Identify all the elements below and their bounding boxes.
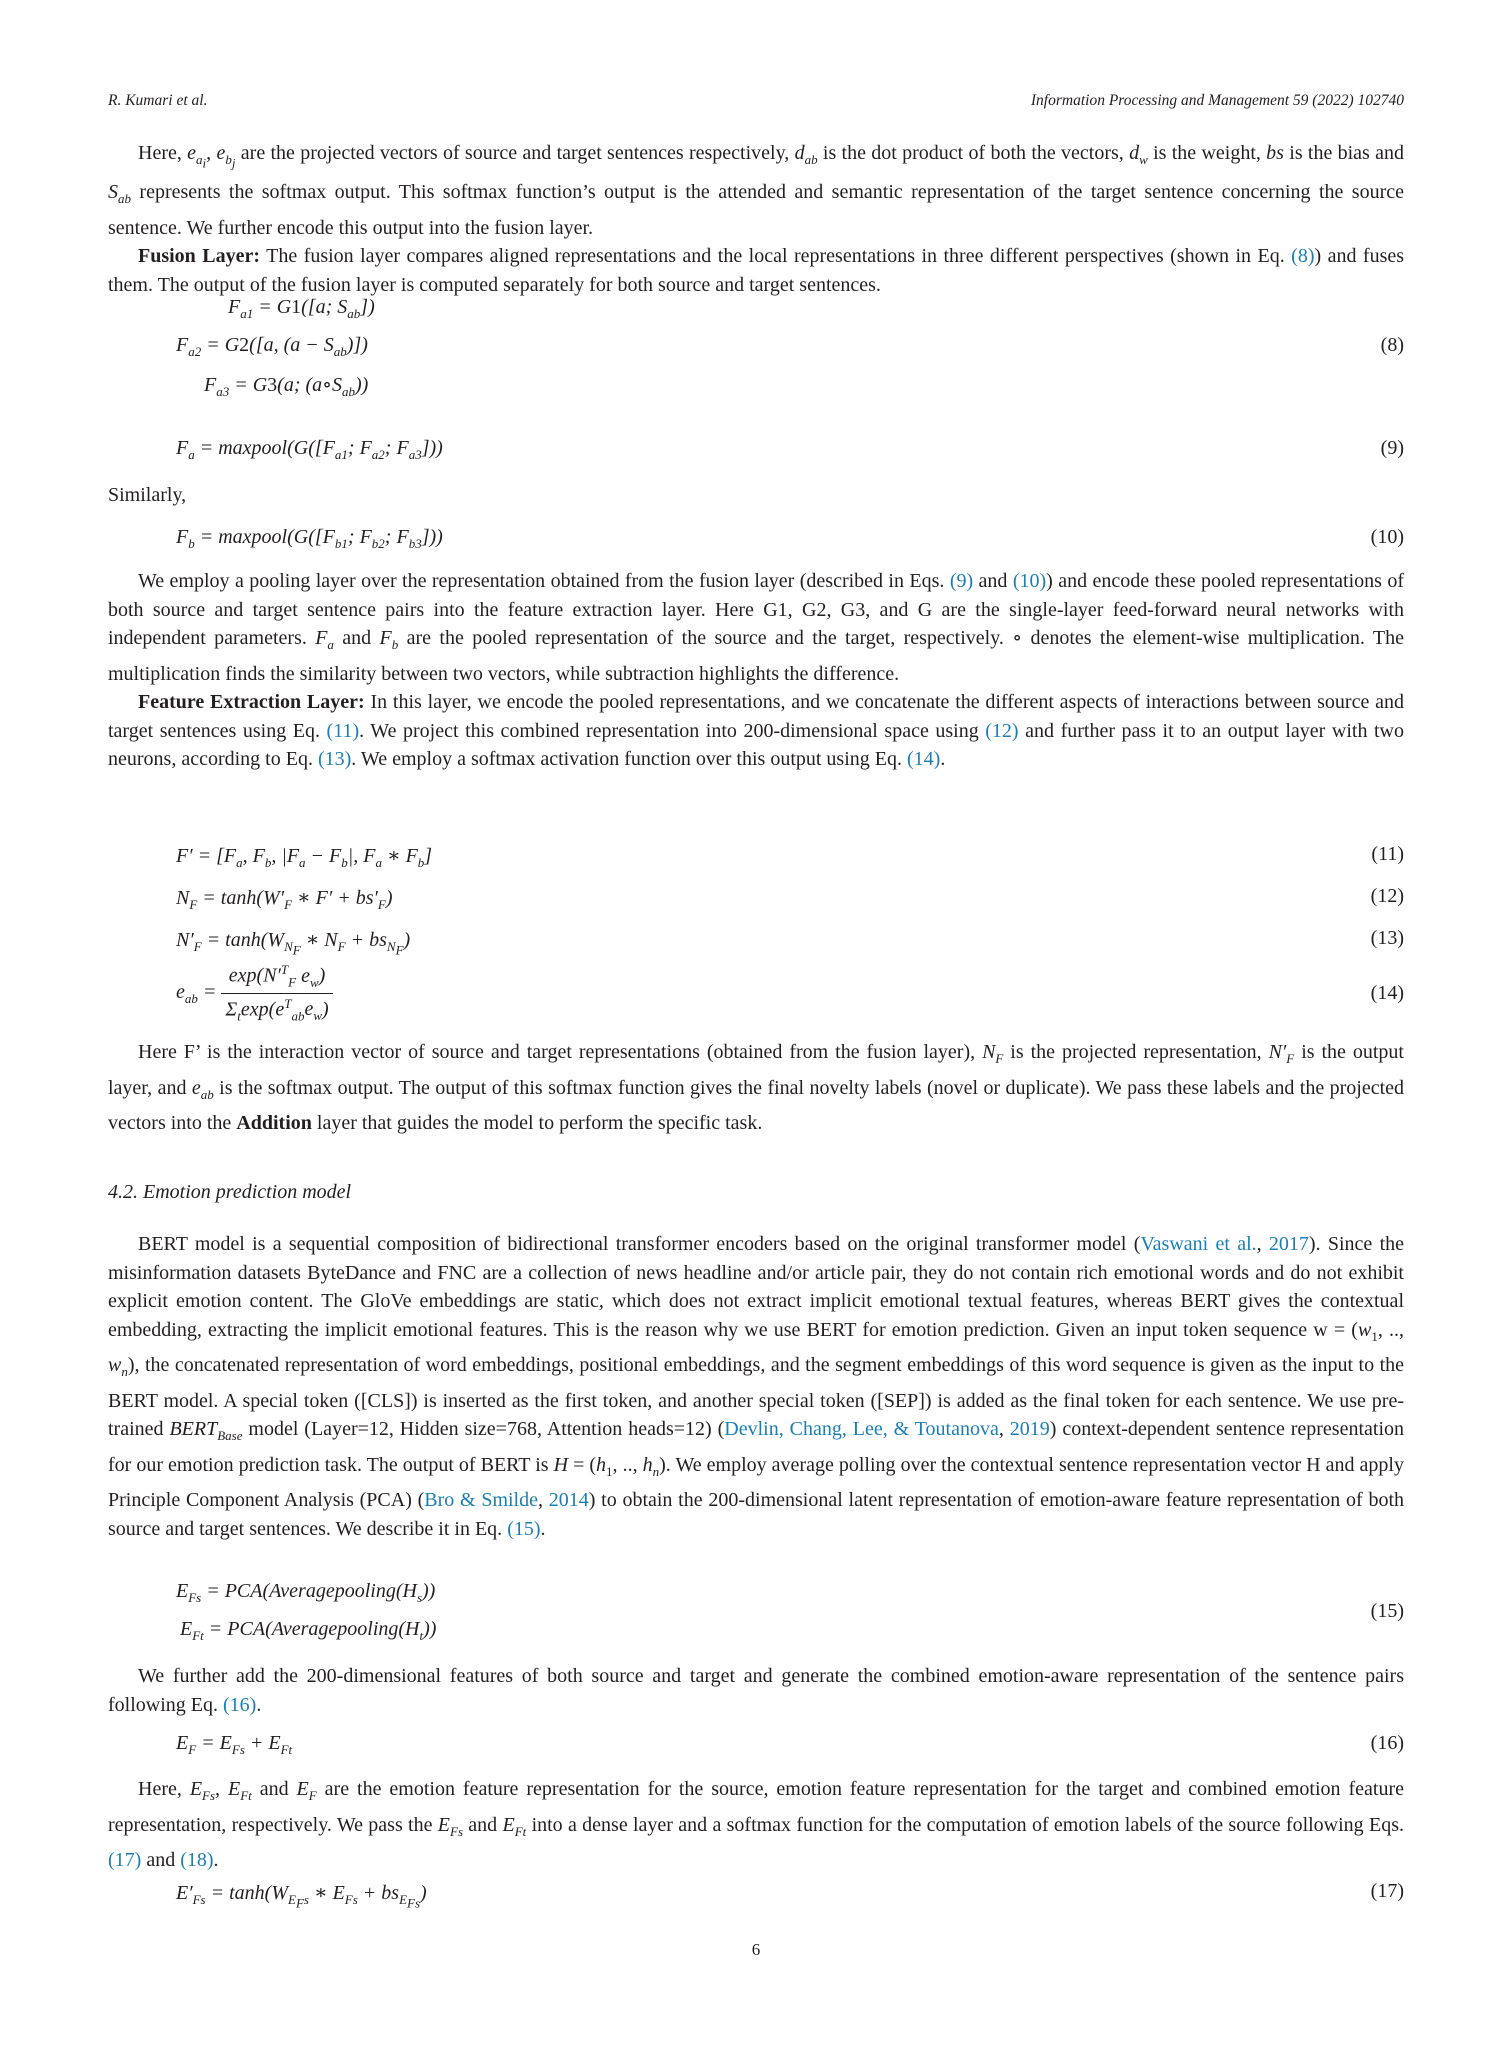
paragraph: We employ a pooling layer over the representation obtained from the fusion layer (described in Eqs. (9) and (10)) and encode these pooled representations of both source and target sentence pairs into the feature extraction layer. Here G1, G2, G3, and G are the single-layer feed-forward neural networks with independent parameters. $F_a$ and $F_b$ are the pooled representation of the source and the target, respectively. ∘ denotes the element-wise multiplication. The multiplication finds the similarity between two vectors, while subtraction highlights the difference. Feature Extraction Layer: In this layer, we encode the pooled representations, and we concatenate the different aspects of interactions between source and target sentences using Eq. (11). We project this combined representation into 200-dimensional space using (12) and further pass it to an output layer with two neurons, according to Eq. (13). We employ a softmax activation function over this output using Eq. (14).: [108, 570, 1404, 770]
fusion-text-2: ) and fuses them. The output of the fusion layer is computed separately for both source and target sentences.: [108, 245, 1405, 296]
eq-number: (13): [1370, 927, 1404, 949]
fusion-title: Fusion Layer:: [138, 245, 261, 268]
p1-text: are the projected vectors of source and target sentences respectively,: [240, 142, 790, 164]
page-number: 6: [751, 1940, 761, 1959]
eq-number: (14): [1370, 982, 1404, 1004]
paragraph: Here, $E_{Fs}$, $E_{Ft}$ and $E_F$ are the emotion feature representation for the source, emotion feature representation for the target and combined emotion feature representation, respectively. We pass the $E_{Fs}$ and $E_{Ft}$ into a dense layer and a softmax function for the computation of emotion labels of the source following Eqs. (17) and (18).: [108, 1778, 1404, 1871]
similarly-text: Similarly,: [108, 484, 187, 506]
paragraph: We further add the 200-dimensional features of both source and target and generate the combined emotion-aware representation of the sentence pairs following Eq. (16).: [108, 1665, 1404, 1716]
eq-number: (11): [1371, 843, 1404, 865]
eq-link-8[interactable]: (8): [1291, 245, 1315, 268]
eq-number: (17): [1370, 1880, 1404, 1902]
paragraph: BERT model is a sequential composition of bidirectional transformer encoders based on the original transformer model (Vaswani et al., 2017). Since the misinformation datasets ByteDance and FNC are a collection of news headline and/or article pair, they do not contain rich emotional words and do not exhibit explicit emotion content. The GloVe embeddings are static, which does not extract implicit emotional textual features, whereas BERT gives the contextual embedding, extracting the implicit emotional features. This is the reason why we use BERT for emotion prediction. Given an input token sequence $w = (w_1$, .., $w_n$), the concatenated representation of word embeddings, positional embeddings, and the segment embeddings of this word sequence is given as the input to the BERT model. A special token ([CLS]) is inserted as the first token, and another special token ([SEP]) is added as the final token for each sentence. We use pre-trained $BERT_{Base}$ model (Layer=12, Hidden size=768, Attention heads=12) (Devlin, Chang, Lee, & Toutanova, 2019) context-dependent sentence representation for our emotion prediction task. The output of BERT is $H = (h_1$, .., $h_n$). We employ average polling over the contextual sentence representation vector H and apply Principle Component Analysis (PCA) (Bro & Smilde, 2014) to obtain the 200-dimensional latent representation of emotion-aware feature representation of both source and target sentences. We describe it in Eq. (15).: [108, 1233, 1405, 1540]
paragraph: Here F’ is the interaction vector of source and target representations (obtained from the fusion layer), $N_F$ is the projected representation, $N'_F$ is the output layer, and $e_{ab}$ is the softmax output. The output of this softmax function gives the final novelty labels (novel or duplicate). We pass these labels and the projected vectors into the Addition layer that guides the model to perform the specific task.: [108, 1041, 1405, 1134]
section-heading: 4.2. Emotion prediction model: [108, 1181, 352, 1203]
paragraph: Here, $e_{a_i}$, $e_{b_j}$ are the projected vectors of source and target sentences respectively, $d_{ab}$ is the dot product of both the vectors, $d_w$ is the weight, bs is the bias and $S_{ab}$ represents the softmax output. This softmax function’s output is the attended and semantic representation of the target sentence concerning the source sentence. We further encode this output into the fusion layer. Fusion Layer: The fusion layer compares aligned representations and the local representations in three different perspectives (shown in Eq. (8)) and fuses them. The output of the fusion layer is computed separately for both source and target sentences.: [108, 142, 1405, 296]
eq-number: (15): [1370, 1600, 1404, 1622]
fusion-text: The fusion layer compares aligned representations and the local representations in three different perspectives (shown in Eq.: [266, 245, 1285, 268]
eq-number: (8): [1380, 334, 1404, 356]
eq-number: (16): [1370, 1732, 1404, 1754]
equation-8: $F_{a1} = G1([a$; $S_{ab}$]) $F_{a2} = G2([a$, $(a - S_{ab})$]) $F_{a3} = G3(a$; $(a\circ S_{ab})$) (8): [176, 296, 1404, 399]
eq-number: (9): [1380, 437, 1404, 459]
equation-15: $E_{Fs}$ = $PCA(Averagepooling(H_s))$ $E_{Ft}$ = $PCA(Averagepooling(H_t))$ (15): [176, 1580, 1404, 1643]
header-authors: R. Kumari et al.: [108, 92, 208, 109]
eq-number: (10): [1370, 526, 1404, 548]
header-journal: Information Processing and Management 59 (2022) 102740: [1030, 92, 1404, 109]
equation-14: $e_{ab}$ = $\frac{\exp(N'^T_F e_w)}{\Sigma_t\exp(e^T_{ab}e_w)}$ (14): [176, 962, 1404, 1024]
eq-number: (12): [1370, 885, 1404, 907]
feature-title: Feature Extraction Layer:: [138, 691, 365, 713]
